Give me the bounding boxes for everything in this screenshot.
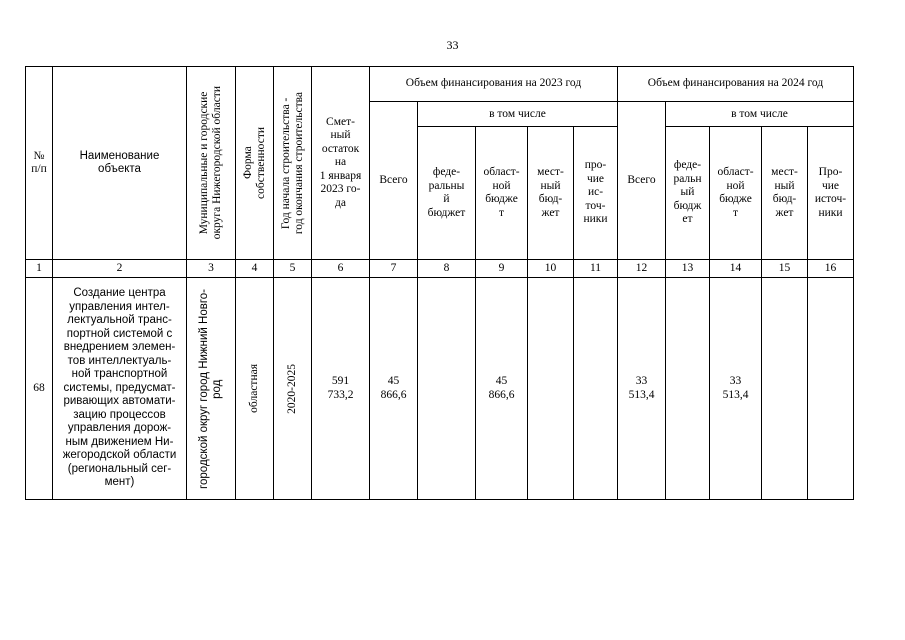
row-loc-2023 bbox=[528, 278, 574, 500]
col-number: 15 bbox=[762, 260, 808, 278]
header-loc-2024: мест- ный бюд- жет bbox=[762, 127, 808, 260]
column-number-row bbox=[26, 260, 854, 278]
row-total-2023: 45 866,6 bbox=[370, 278, 418, 500]
row-object-name: Создание центра управления интел- лектуальной транс- портной системой с внедрением элемен- тов интеллектуаль- ной транспортной системы, предусмат- ривающих автомати- зацию процессов управления дорож- ным движением Ни- жегородской области (региональный сег- мент) bbox=[53, 278, 187, 500]
row-ownership: областная bbox=[236, 278, 274, 500]
col-number: 6 bbox=[312, 260, 370, 278]
row-fed-2024 bbox=[666, 278, 710, 500]
row-municipal: городской округ город Нижний Новго- род bbox=[187, 278, 236, 500]
header-name: Наименование объекта bbox=[53, 67, 187, 260]
header-total-2023: Всего bbox=[370, 102, 418, 260]
header-reg-2023: област- ной бюдже т bbox=[476, 127, 528, 260]
header-incl-2023: в том числе bbox=[418, 102, 618, 127]
header-oth-2023: про- чие ис- точ- ники bbox=[574, 127, 618, 260]
header-estimate: Смет- ный остаток на 1 января 2023 го- да bbox=[312, 67, 370, 260]
row-num: 68 bbox=[26, 278, 53, 500]
header-municipal: Муниципальные и городские округа Нижегородской области bbox=[187, 67, 236, 260]
row-oth-2023 bbox=[574, 278, 618, 500]
header-fed-2023: феде- ральны й бюджет bbox=[418, 127, 476, 260]
header-fed-2024: феде- ральн ый бюдж ет bbox=[666, 127, 710, 260]
header-incl-2024: в том числе bbox=[666, 102, 854, 127]
col-number: 2 bbox=[53, 260, 187, 278]
row-loc-2024 bbox=[762, 278, 808, 500]
row-years: 2020-2025 bbox=[274, 278, 312, 500]
header-total-2024: Всего bbox=[618, 102, 666, 260]
row-oth-2024 bbox=[808, 278, 854, 500]
row-reg-2024: 33 513,4 bbox=[710, 278, 762, 500]
header-fin-2024: Объем финансирования на 2024 год bbox=[618, 67, 854, 102]
header-reg-2024: област- ной бюдже т bbox=[710, 127, 762, 260]
row-total-2024: 33 513,4 bbox=[618, 278, 666, 500]
row-estimate: 591 733,2 bbox=[312, 278, 370, 500]
col-number: 5 bbox=[274, 260, 312, 278]
row-reg-2023: 45 866,6 bbox=[476, 278, 528, 500]
col-number: 9 bbox=[476, 260, 528, 278]
col-number: 10 bbox=[528, 260, 574, 278]
table-row bbox=[26, 278, 854, 500]
col-number: 13 bbox=[666, 260, 710, 278]
col-number: 11 bbox=[574, 260, 618, 278]
header-num: № п/п bbox=[26, 67, 53, 260]
col-number: 14 bbox=[710, 260, 762, 278]
financing-table bbox=[25, 66, 854, 500]
col-number: 8 bbox=[418, 260, 476, 278]
header-oth-2024: Про- чие источ- ники bbox=[808, 127, 854, 260]
header-fin-2023: Объем финансирования на 2023 год bbox=[370, 67, 618, 102]
col-number: 3 bbox=[187, 260, 236, 278]
header-loc-2023: мест- ный бюд- жет bbox=[528, 127, 574, 260]
col-number: 12 bbox=[618, 260, 666, 278]
col-number: 1 bbox=[26, 260, 53, 278]
header-ownership: Форма собственности bbox=[236, 67, 274, 260]
col-number: 16 bbox=[808, 260, 854, 278]
col-number: 7 bbox=[370, 260, 418, 278]
header-years: Год начала строительства - год окончания строительства bbox=[274, 67, 312, 260]
row-fed-2023 bbox=[418, 278, 476, 500]
col-number: 4 bbox=[236, 260, 274, 278]
page-number: 33 bbox=[446, 38, 459, 52]
